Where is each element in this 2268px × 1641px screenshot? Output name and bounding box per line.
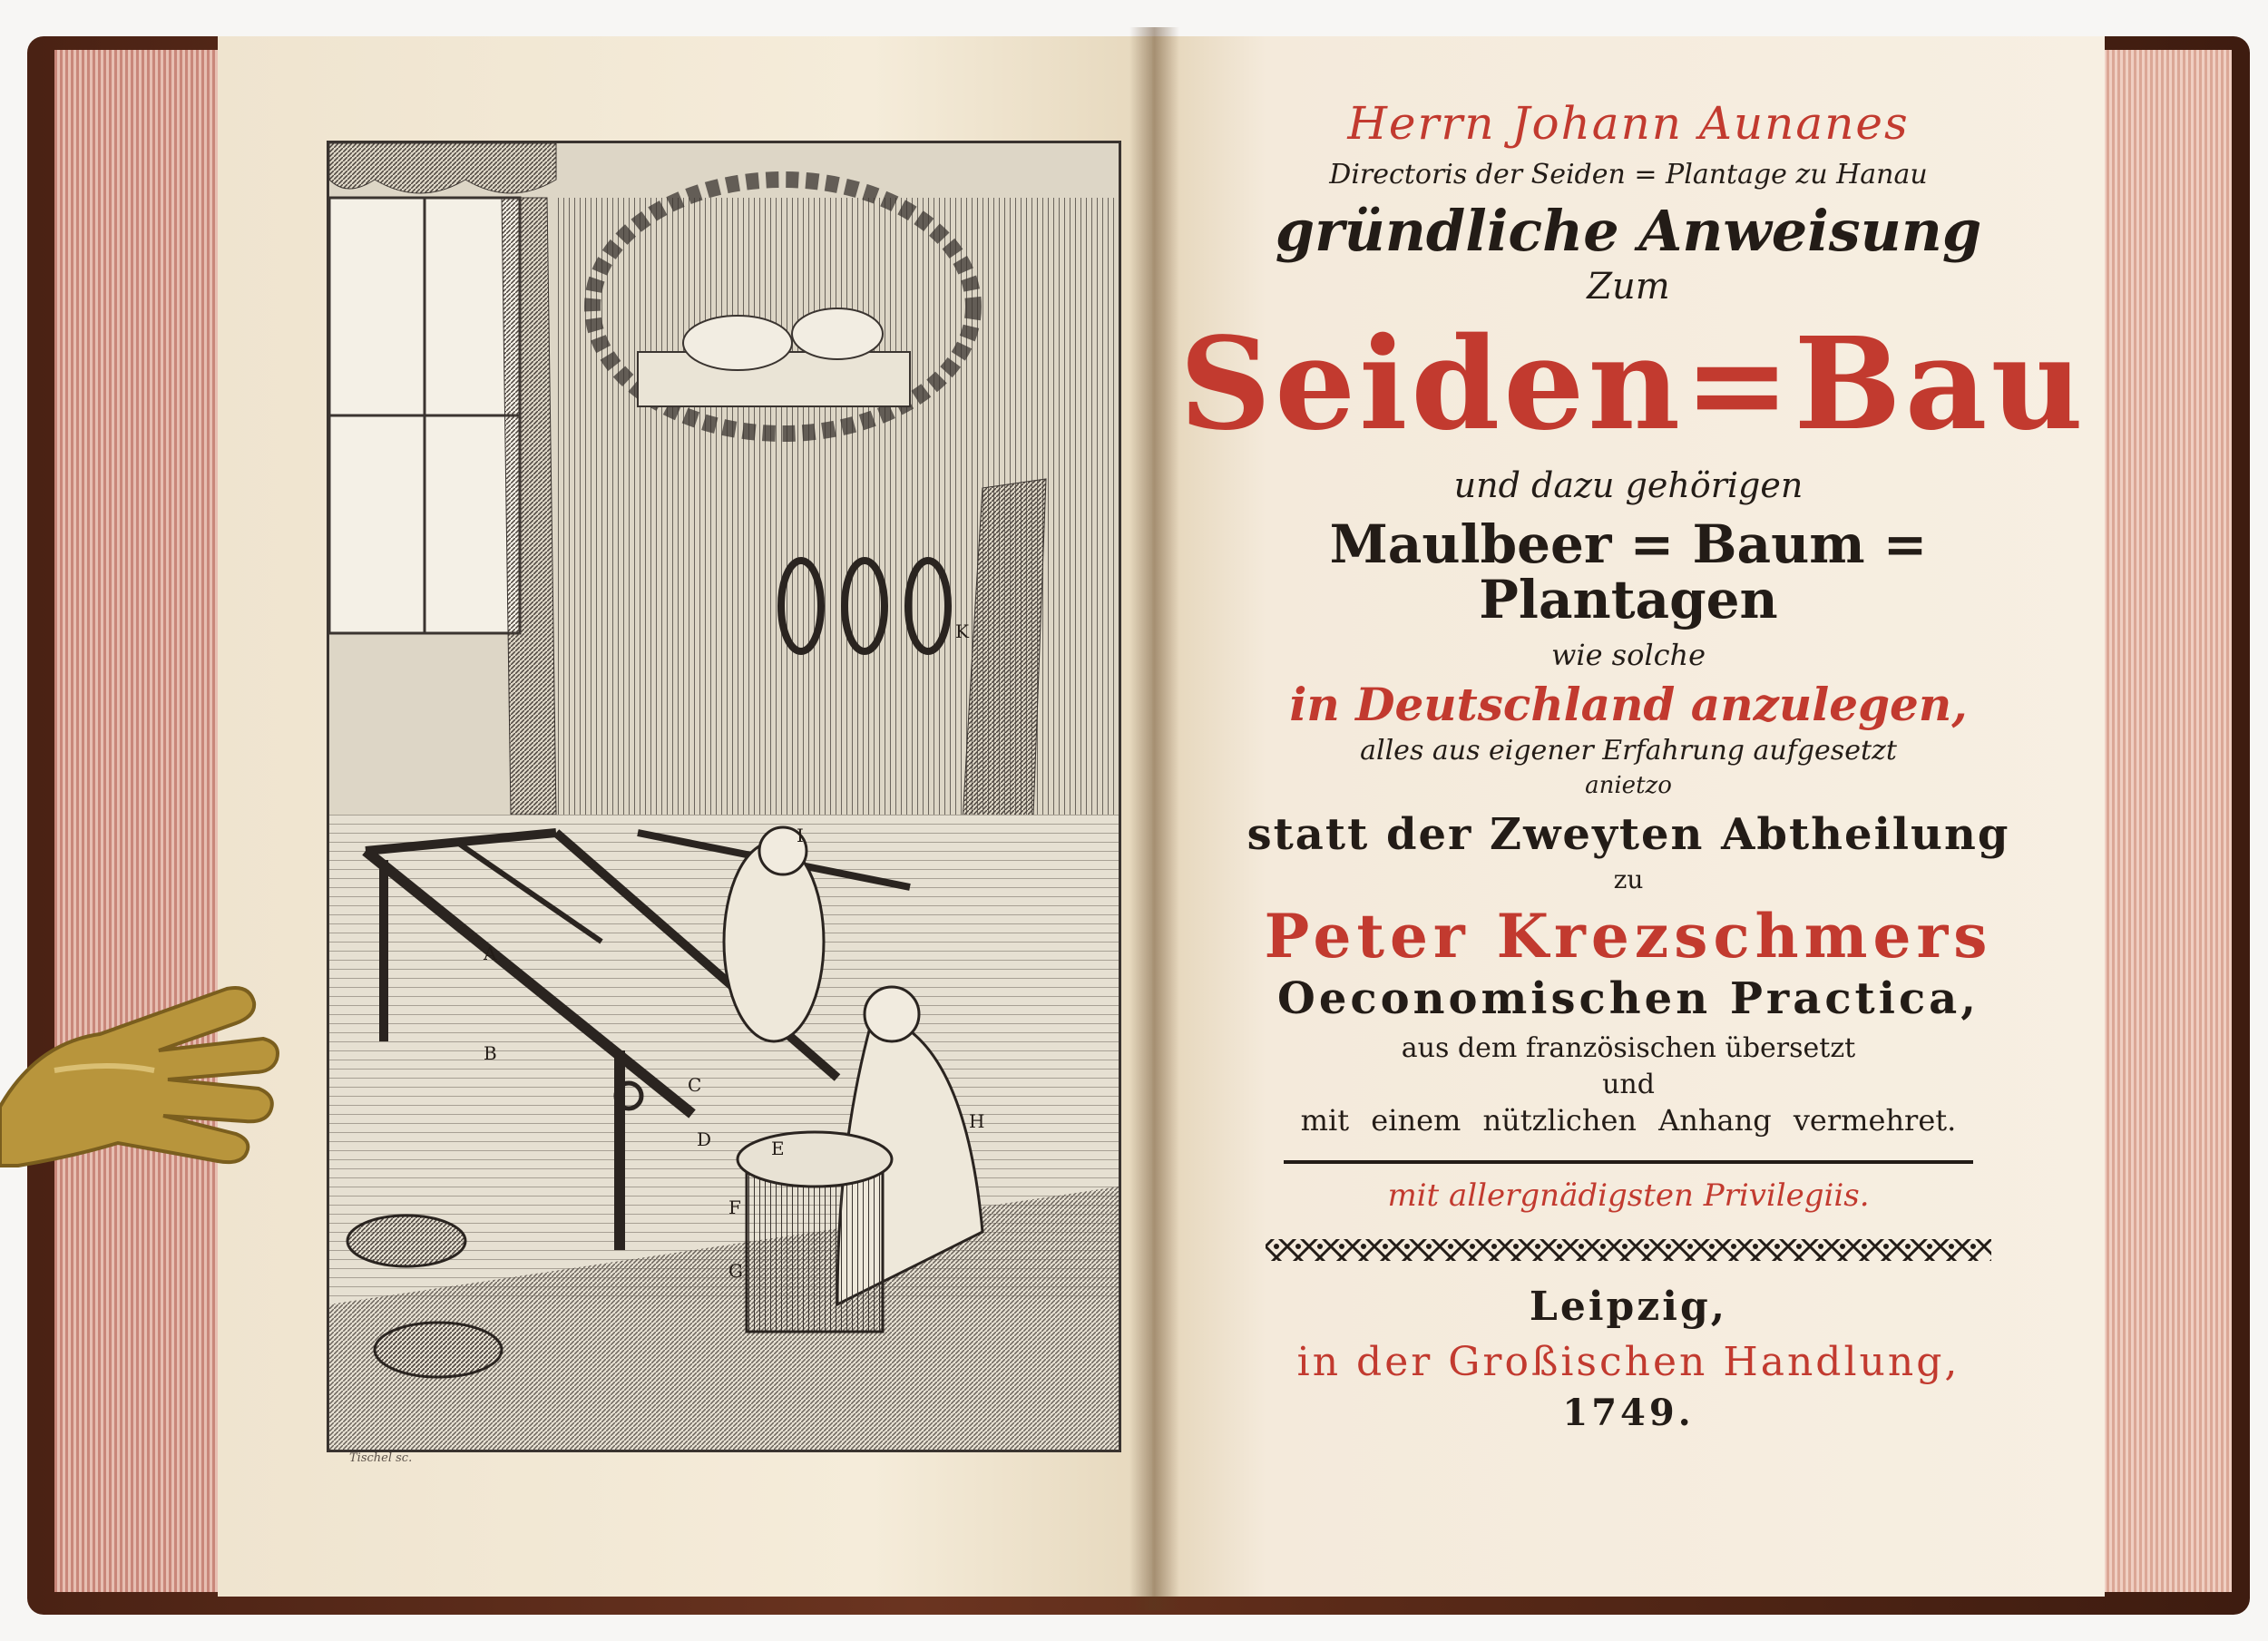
page-edges-left [54,50,227,1592]
subtitle-line-8: statt der Zweyten Abtheilung [1246,808,2010,860]
subtitle-line-4: wie solche [1550,637,1706,672]
book-gutter [1129,27,1179,1610]
engraving-label-h: H [969,1110,985,1132]
subtitle-line-3: Maulbeer = Baum = Plantagen [1329,513,1928,630]
brass-hand-icon [0,962,281,1188]
subtitle-line-9: zu [1613,864,1644,895]
subtitle-line-7: anietzo [1585,772,1672,800]
title-page-text [1179,91,2087,1434]
engraver-signature: Tischel sc. [349,1451,413,1465]
subtitle-line-2: und dazu gehörigen [1453,465,1804,506]
subtitle-line-6: alles aus eigener Erfahrung aufgesetzt [1360,734,1897,767]
main-title: Seiden=Bau [1179,310,2087,460]
publisher-line: in der Großischen Handlung, [1296,1338,1960,1385]
year-line: 1749. [1562,1391,1695,1434]
page-edges-right [2096,50,2232,1592]
zum-line: Zum [1587,266,1670,308]
author-title-line: Directoris der Seiden = Plantage zu Hanau [1329,158,1928,190]
engraving-illustration [329,143,1119,1450]
translation-line: aus dem französischen übersetzt [1401,1032,1856,1065]
und-line: und [1602,1068,1655,1100]
engraving-label-k: K [955,620,969,642]
second-title-line: Oeconomischen Practica, [1277,972,1980,1024]
engraving-label-c: C [688,1074,702,1096]
second-author-line: Peter Krezschmers [1264,901,1993,972]
engraving-label-b: B [484,1042,497,1064]
frontispiece-engraving [327,141,1121,1452]
title-rule-divider [1284,1160,1973,1164]
engraving-label-a: A [484,943,497,964]
place-line: Leipzig, [1529,1284,1728,1331]
engraving-label-i: I [797,825,804,846]
ornament-border-icon [1266,1236,1991,1265]
author-line: Herrn Johann Aunanes [1347,97,1910,150]
subtitle-line-5: in Deutschland anzulegen, [1289,678,1968,732]
engraving-label-d: D [697,1128,712,1150]
appendix-line: mit einem nützlichen Anhang vermehret. [1300,1103,1957,1138]
engraving-label-e: E [771,1138,785,1159]
subtitle-line: gründliche Anweisung [1275,198,1982,264]
engraving-label-g: G [728,1260,743,1282]
engraving-label-f: F [728,1197,741,1218]
privilege-line: mit allergnädigsten Privilegiis. [1387,1177,1870,1214]
